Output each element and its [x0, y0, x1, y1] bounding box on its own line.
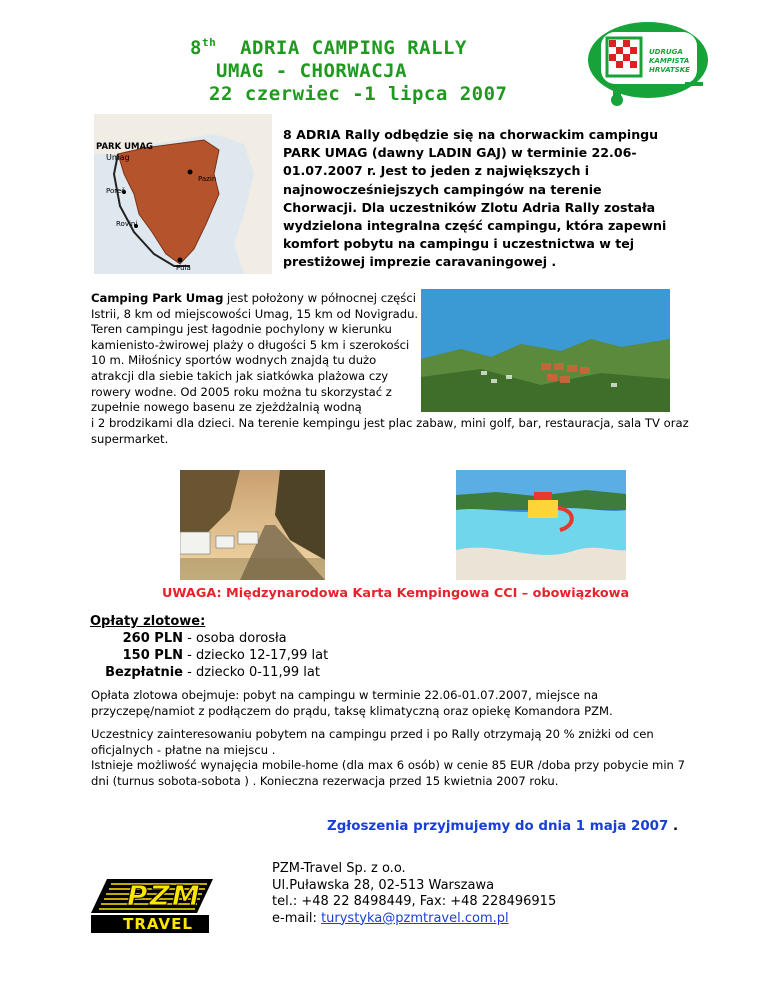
- map-label-umag: Umag: [106, 153, 130, 162]
- campsite-road-photo: [180, 470, 325, 580]
- ukh-logo-text: UDRUGA KAMPISTA HRVATSKE: [649, 48, 690, 74]
- discount-paragraph: Uczestnicy zainteresowaniu pobytem na campingu przed i po Rally otrzymają 20 % zniżki od cen oficjalnych - płatne na miejscu .: [91, 727, 654, 757]
- camping-name: Camping Park Umag: [91, 291, 224, 305]
- aerial-photo: [421, 289, 670, 412]
- email-link[interactable]: turystyka@pzmtravel.com.pl: [321, 910, 509, 926]
- camping-description-tail: i 2 brodzikami dla dzieci. Na terenie kempingu jest plac zabaw, mini golf, bar, restauracja, sala TV oraz supermarket.: [91, 416, 689, 446]
- company-name: PZM-Travel Sp. z o.o.: [272, 861, 406, 876]
- fees-list: [90, 630, 328, 681]
- map-label-pula: Pula: [176, 264, 191, 272]
- camping-description: Camping Park Umag jest położony w północnej części Istrii, 8 km od miejscowości Umag, 15 km od Novigradu. Teren campingu jest łagodnie pochylony w kierunku kamienisto-żwirowej plaży o długości 5 km i szerokości 10 m. Miłośnicy sportów wodnych znajdą tu dużo atrakcji dla siebie takich jak siatkówka plażowa czy rowery wodne. Od 2005 roku można tu skorzystać z zupełnie nowego basenu ze zjeżdżalnią wodną: [91, 291, 419, 415]
- company-phones: tel.: +48 22 8498449, Fax: +48 228496915: [272, 894, 557, 910]
- title-line-2: UMAG - CHORWACJA: [216, 60, 408, 82]
- title-superscript: th: [201, 36, 217, 49]
- title-event-name: ADRIA CAMPING RALLY: [240, 37, 467, 59]
- map-label-park-umag: PARK UMAG: [96, 142, 154, 152]
- fee-row-adult: 260 PLN - osoba dorosła: [122, 631, 287, 646]
- fee-row-child: Bezpłatnie - dziecko 0-11,99 lat: [105, 665, 320, 680]
- ukh-logo: [585, 18, 711, 110]
- cci-card-notice: UWAGA: Międzynarodowa Karta Kempingowa CCI – obowiązkowa: [162, 586, 630, 601]
- title-line-3: 22 czerwiec -1 lipca 2007: [209, 83, 508, 105]
- company-address: Ul.Puławska 28, 02-513 Warszawa: [272, 877, 495, 893]
- intro-paragraph: 8 ADRIA Rally odbędzie się na chorwackim campingu PARK UMAG (dawny LADIN GAJ) w terminie 22.06-01.07.2007 r. Jest to jeden z największych i najnowocześniejszych campingów na terenie Chorwacji. Dla uczestników Zlotu Adria Rally została wydzielona integralna część campingu, która zapewni komfort pobytu na campingu i uczestnictwa w tej prestiżowej imprezie caravaningowej .: [283, 127, 667, 270]
- pzm-logo-text: PZM: [127, 879, 202, 912]
- map-label-pazin: Pazin: [198, 175, 217, 183]
- company-email-row: e-mail: turystyka@pzmtravel.com.pl: [272, 910, 509, 926]
- pzm-travel-logo: [89, 877, 214, 935]
- travel-logo-text: TRAVEL: [123, 915, 193, 933]
- mobile-home-paragraph: Istnieje możliwość wynajęcia mobile-home (dla max 6 osób) w cenie 85 EUR /doba przy pobycie min 7 dni (turnus sobota-sobota ) . Konieczna rezerwacja przed 15 kwietnia 2007 roku.: [91, 758, 685, 788]
- aerial-photo-illustration: [421, 289, 670, 412]
- istria-map: [94, 114, 272, 274]
- contact-block: [272, 861, 556, 927]
- map-label-rovinj: Rovinj: [116, 220, 138, 228]
- pool-photo: [456, 470, 626, 580]
- registration-deadline: Zgłoszenia przyjmujemy do dnia 1 maja 2007 .: [327, 819, 679, 834]
- road-photo-illustration: [180, 470, 325, 580]
- pool-photo-illustration: [456, 470, 626, 580]
- fee-includes-paragraph: Opłata zlotowa obejmuje: pobyt na campingu w terminie 22.06-01.07.2007, miejsce na przyczepę/namiot z podłączem do prądu, taksę klimatyczną oraz opiekę Komandora PZM.: [91, 688, 613, 718]
- fee-row-teen: 150 PLN - dziecko 12-17,99 lat: [122, 648, 329, 663]
- title-line-1: 8th ADRIA CAMPING RALLY: [190, 36, 467, 59]
- map-label-porec: Poreč: [106, 187, 126, 195]
- fees-heading: Opłaty zlotowe:: [90, 614, 206, 629]
